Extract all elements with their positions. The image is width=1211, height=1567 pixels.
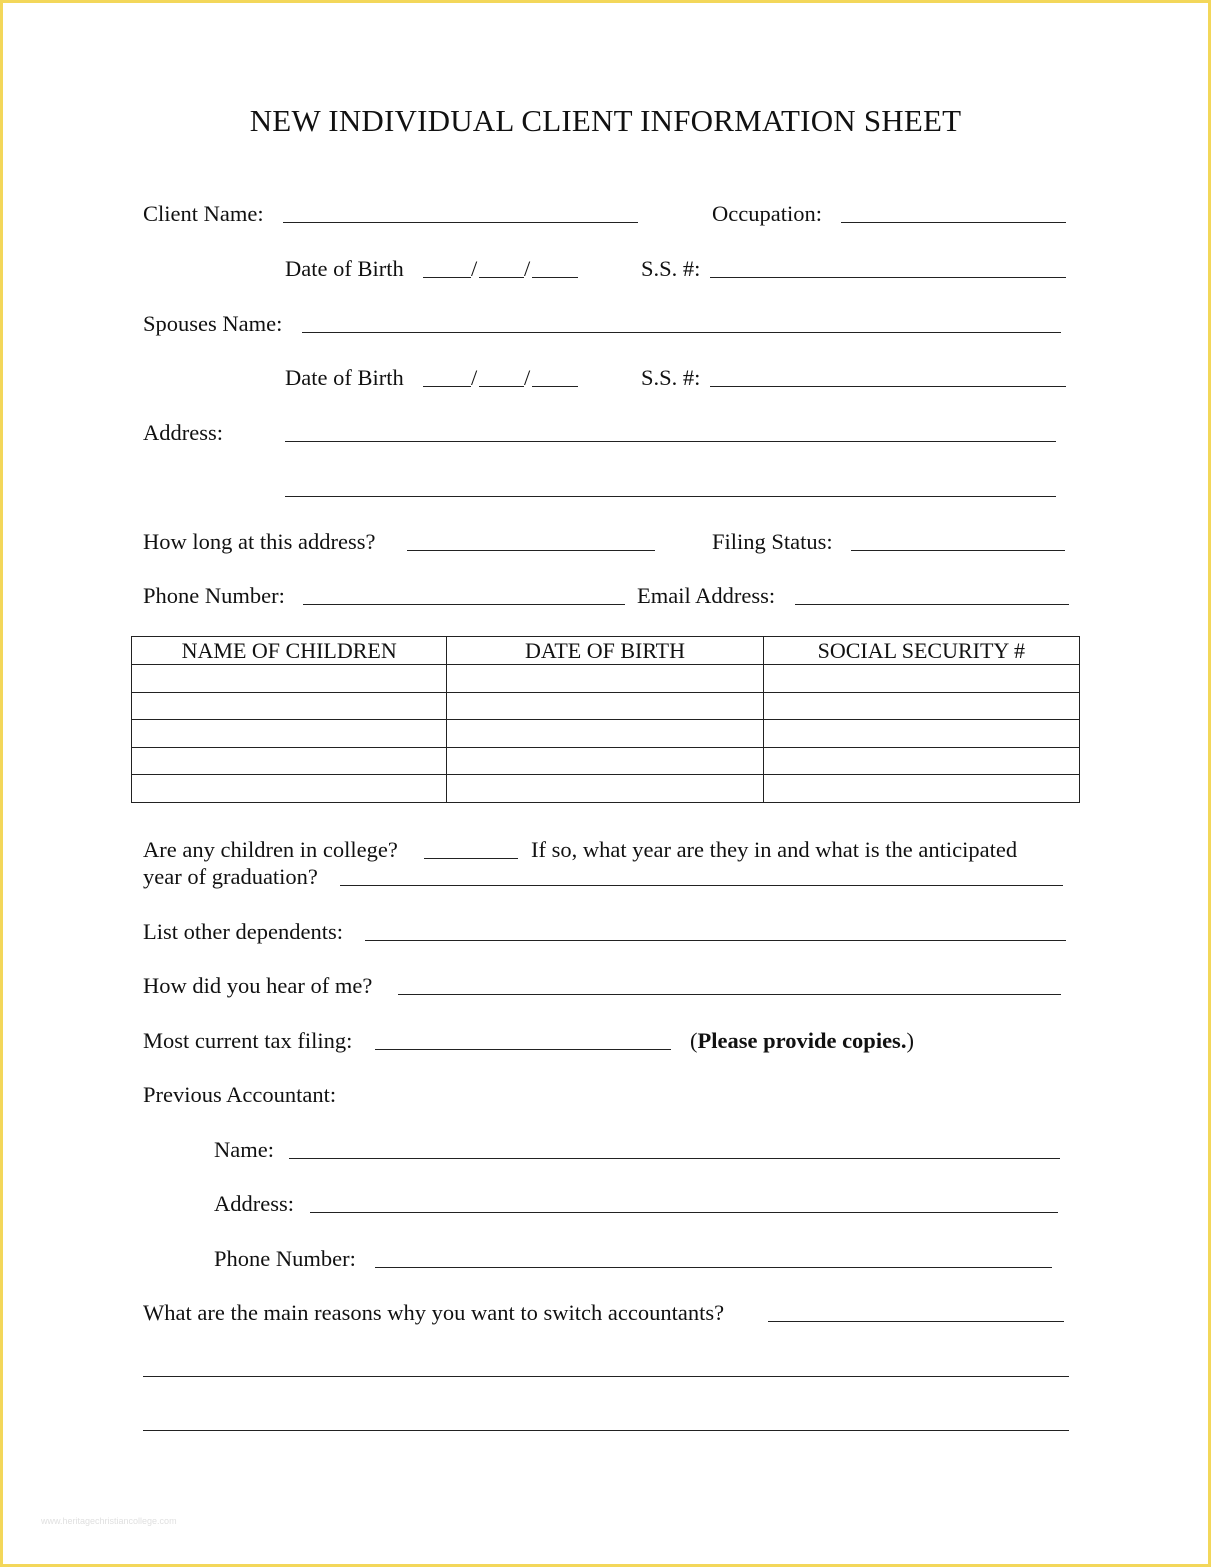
spouse-dob-day-field[interactable] <box>479 386 524 387</box>
address-label: Address: <box>143 420 223 445</box>
children-ss-header: SOCIAL SECURITY # <box>763 637 1079 665</box>
date-slash: / <box>471 256 478 281</box>
email-field[interactable] <box>795 604 1069 605</box>
filing-status-label: Filing Status: <box>712 529 833 554</box>
spouse-ss-label: S.S. #: <box>641 365 701 390</box>
child-ss-cell[interactable] <box>763 775 1079 803</box>
address-field-line-2[interactable] <box>285 496 1056 497</box>
tax-note-open-paren: ( <box>690 1028 698 1053</box>
table-row <box>132 665 1080 693</box>
college-answer-field[interactable] <box>424 858 518 859</box>
client-name-label: Client Name: <box>143 201 264 226</box>
tax-note-bold: Please provide copies. <box>697 1028 907 1053</box>
how-long-field[interactable] <box>407 550 655 551</box>
spouse-dob-label: Date of Birth <box>285 365 404 390</box>
spouse-dob-month-field[interactable] <box>423 386 471 387</box>
child-name-cell[interactable] <box>132 665 447 693</box>
prev-accountant-phone-field[interactable] <box>375 1267 1052 1268</box>
tax-filing-note <box>690 1028 914 1054</box>
child-dob-cell[interactable] <box>447 720 763 748</box>
occupation-label: Occupation: <box>712 201 822 226</box>
occupation-field[interactable] <box>841 222 1066 223</box>
spouse-name-label: Spouses Name: <box>143 311 283 336</box>
tax-filing-label: Most current tax filing: <box>143 1028 353 1053</box>
graduation-year-label: year of graduation? <box>143 864 318 889</box>
prev-accountant-phone-label: Phone Number: <box>214 1246 356 1271</box>
client-ss-label: S.S. #: <box>641 256 701 281</box>
tax-filing-field[interactable] <box>375 1049 671 1050</box>
child-dob-cell[interactable] <box>447 747 763 775</box>
phone-field[interactable] <box>303 604 625 605</box>
dependents-field[interactable] <box>365 940 1066 941</box>
dependents-label: List other dependents: <box>143 919 343 944</box>
children-table <box>131 636 1080 803</box>
client-dob-label: Date of Birth <box>285 256 404 281</box>
prev-accountant-name-field[interactable] <box>289 1158 1060 1159</box>
prev-accountant-address-field[interactable] <box>310 1212 1058 1213</box>
spouse-ss-field[interactable] <box>710 386 1066 387</box>
prev-accountant-address-label: Address: <box>214 1191 294 1216</box>
date-slash: / <box>471 365 478 390</box>
child-ss-cell[interactable] <box>763 720 1079 748</box>
children-dob-header: DATE OF BIRTH <box>447 637 763 665</box>
college-question-label: Are any children in college? <box>143 837 398 862</box>
client-dob-day-field[interactable] <box>479 277 524 278</box>
client-dob-year-field[interactable] <box>532 277 578 278</box>
table-row <box>132 692 1080 720</box>
filing-status-field[interactable] <box>851 550 1065 551</box>
tax-note-close-paren: ) <box>906 1028 914 1053</box>
referral-label: How did you hear of me? <box>143 973 373 998</box>
child-ss-cell[interactable] <box>763 665 1079 693</box>
address-field-line-1[interactable] <box>285 441 1056 442</box>
child-ss-cell[interactable] <box>763 747 1079 775</box>
child-dob-cell[interactable] <box>447 775 763 803</box>
date-slash: / <box>524 365 531 390</box>
child-name-cell[interactable] <box>132 720 447 748</box>
child-name-cell[interactable] <box>132 775 447 803</box>
client-dob-month-field[interactable] <box>423 277 471 278</box>
switch-reasons-field-line-1[interactable] <box>768 1321 1064 1322</box>
watermark: www.heritagechristiancollege.com <box>41 1516 177 1526</box>
table-row <box>132 720 1080 748</box>
date-slash: / <box>524 256 531 281</box>
referral-field[interactable] <box>398 994 1061 995</box>
table-row <box>132 775 1080 803</box>
child-dob-cell[interactable] <box>447 692 763 720</box>
switch-reasons-field-line-2[interactable] <box>143 1376 1069 1377</box>
spouse-dob-year-field[interactable] <box>532 386 578 387</box>
client-name-field[interactable] <box>283 222 638 223</box>
email-label: Email Address: <box>637 583 776 608</box>
switch-reasons-field-line-3[interactable] <box>143 1430 1069 1431</box>
phone-label: Phone Number: <box>143 583 285 608</box>
graduation-year-field[interactable] <box>340 885 1063 886</box>
child-name-cell[interactable] <box>132 692 447 720</box>
table-row <box>132 747 1080 775</box>
child-name-cell[interactable] <box>132 747 447 775</box>
form-title: NEW INDIVIDUAL CLIENT INFORMATION SHEET <box>249 103 962 138</box>
prev-accountant-name-label: Name: <box>214 1137 274 1162</box>
children-table-header-row <box>132 637 1080 665</box>
previous-accountant-heading: Previous Accountant: <box>143 1082 337 1107</box>
how-long-label: How long at this address? <box>143 529 376 554</box>
switch-reasons-label: What are the main reasons why you want to switch accountants? <box>143 1300 725 1325</box>
college-year-question: If so, what year are they in and what is the anticipated <box>531 837 1018 862</box>
child-dob-cell[interactable] <box>447 665 763 693</box>
children-name-header: NAME OF CHILDREN <box>132 637 447 665</box>
spouse-name-field[interactable] <box>302 332 1061 333</box>
client-ss-field[interactable] <box>710 277 1066 278</box>
child-ss-cell[interactable] <box>763 692 1079 720</box>
